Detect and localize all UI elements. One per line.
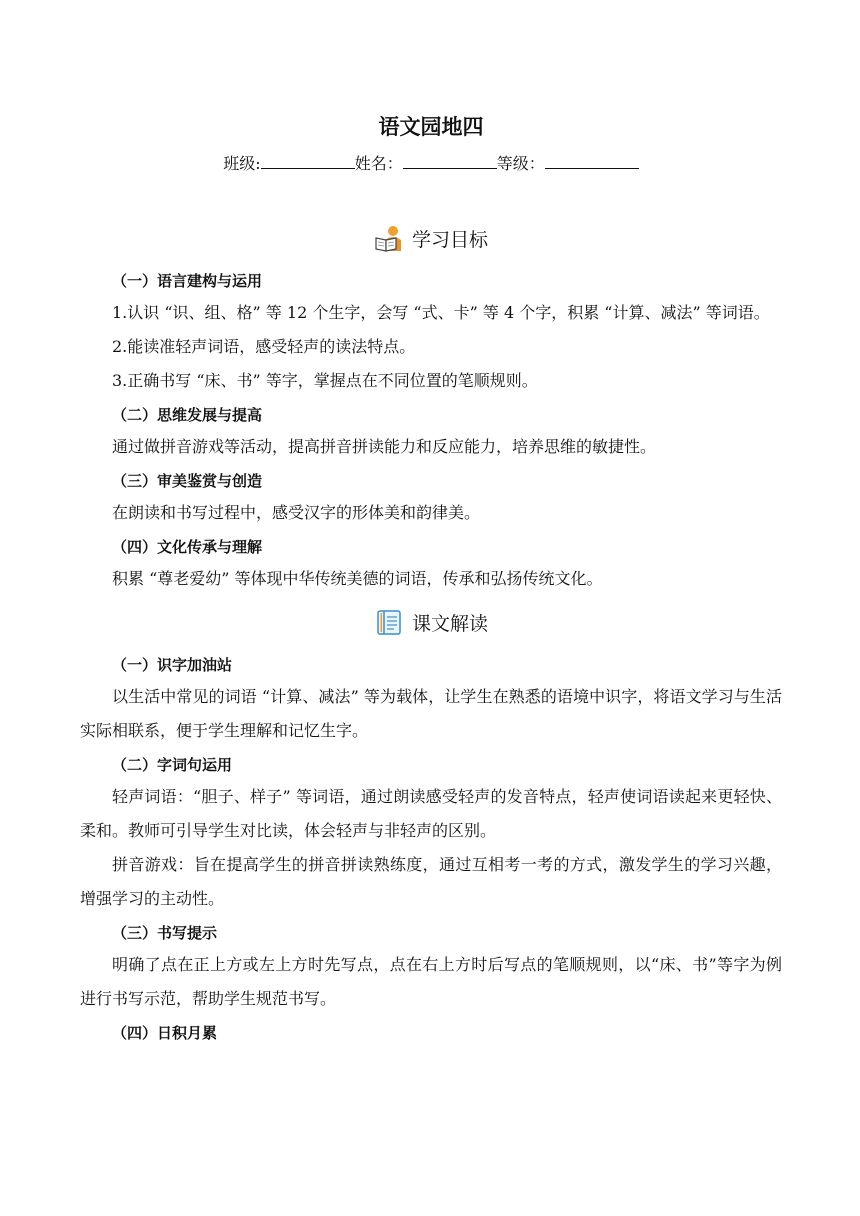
subheading: （四）日积月累 <box>112 1024 218 1042</box>
subheading: （一）语言建构与运用 <box>112 272 263 290</box>
section-heading-label: 课文解读 <box>411 612 488 635</box>
grade-blank <box>545 152 639 169</box>
student-reading-icon <box>374 223 404 253</box>
page-title: 语文园地四 <box>378 114 484 139</box>
paragraph: 3.正确书写 “床、书” 等字，掌握点在不同位置的笔顺规则。 <box>112 371 538 390</box>
subheading: （二）字词句运用 <box>112 756 233 774</box>
document-content <box>80 112 782 1048</box>
grade-label: 等级： <box>496 154 545 173</box>
subheading: （二）思维发展与提高 <box>112 406 263 424</box>
notebook-icon <box>374 607 404 637</box>
name-label: 姓名： <box>354 154 403 173</box>
subheading: （一）识字加油站 <box>112 656 233 674</box>
class-label: 班级: <box>223 154 261 173</box>
paragraph: 明确了点在正上方或左上方时先写点，点在右上方时后写点的笔顺规则，以“床、书”等字为例进行书写示范，帮助学生规范书写。 <box>80 955 782 1008</box>
paragraph: 拼音游戏：旨在提高学生的拼音拼读熟练度，通过互相考一考的方式，激发学生的学习兴趣，增强学习的主动性。 <box>80 855 782 908</box>
subheading: （三）审美鉴赏与创造 <box>112 472 263 490</box>
paragraph: 通过做拼音游戏等活动，提高拼音拼读能力和反应能力，培养思维的敏捷性。 <box>112 437 657 456</box>
student-info-line <box>80 152 782 176</box>
paragraph: 2.能读准轻声词语，感受轻声的读法特点。 <box>112 337 416 356</box>
name-blank <box>403 152 497 169</box>
section-heading-label: 学习目标 <box>411 228 488 251</box>
paragraph: 1.认识 “识、组、格” 等 12 个生字，会写 “式、卡” 等 4 个字，积累 “计算、减法” 等词语。 <box>112 303 770 322</box>
section-heading-reading <box>80 604 782 640</box>
paragraph: 以生活中常见的词语 “计算、减法” 等为载体，让学生在熟悉的语境中识字，将语文学习与生活实际相联系，便于学生理解和记忆生字。 <box>80 687 782 740</box>
paragraph: 轻声词语：“胆子、样子” 等词语，通过朗读感受轻声的发音特点，轻声使词语读起来更轻快、柔和。教师可引导学生对比读，体会轻声与非轻声的区别。 <box>80 787 782 840</box>
paragraph: 在朗读和书写过程中，感受汉字的形体美和韵律美。 <box>112 503 481 522</box>
subheading: （三）书写提示 <box>112 924 218 942</box>
paragraph: 积累 “尊老爱幼” 等体现中华传统美德的词语，传承和弘扬传统文化。 <box>112 569 603 588</box>
subheading: （四）文化传承与理解 <box>112 538 263 556</box>
section-heading-goals <box>80 220 782 256</box>
class-blank <box>261 152 355 169</box>
